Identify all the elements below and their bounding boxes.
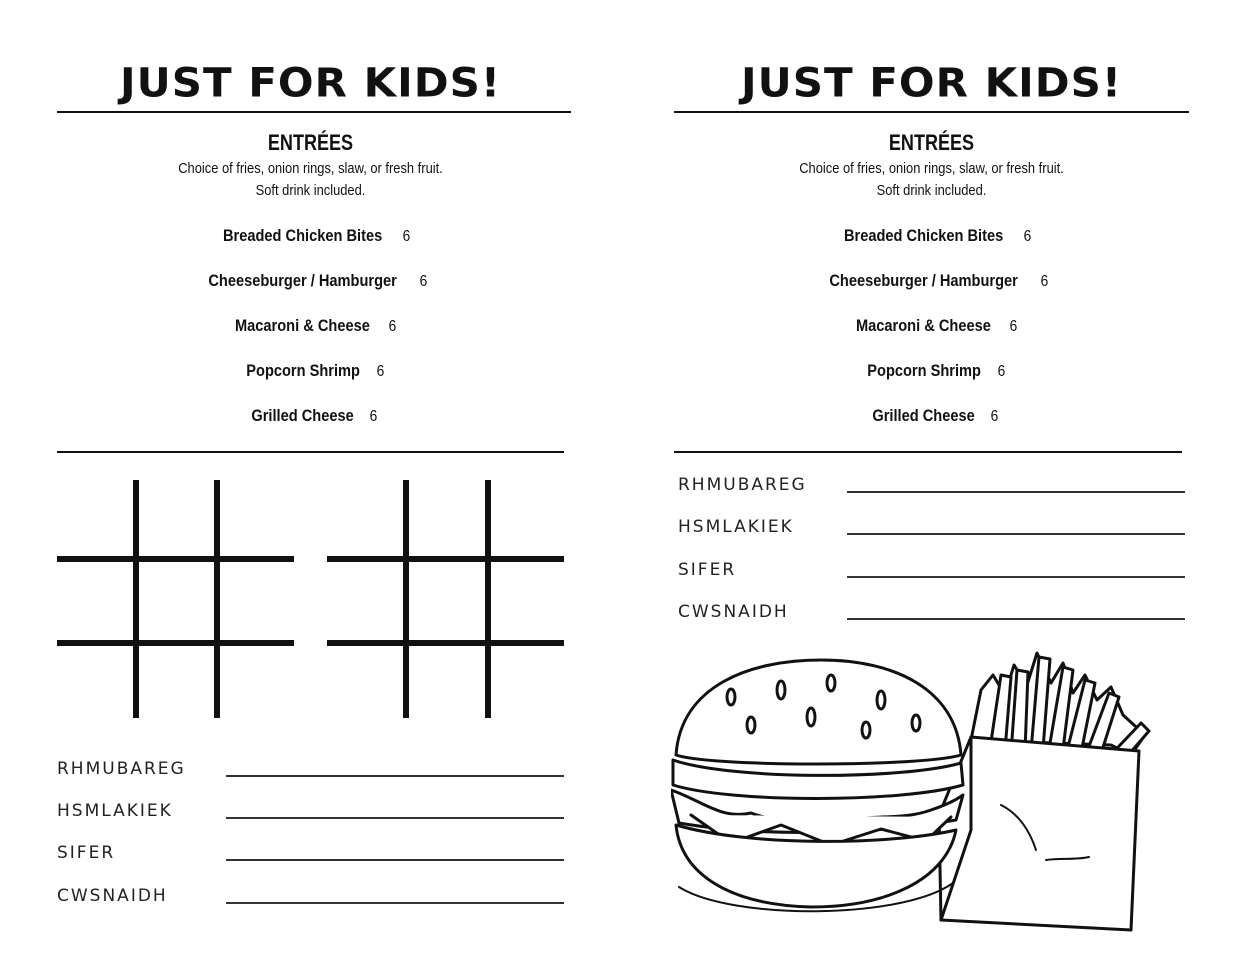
menu-item-name: Cheeseburger / Hamburger bbox=[829, 271, 1018, 290]
ttt-vertical-line bbox=[403, 480, 409, 718]
burger-and-fries-illustration bbox=[671, 645, 1201, 950]
menu-item bbox=[621, 226, 1242, 246]
section-heading: ENTRÉES bbox=[888, 130, 975, 155]
ttt-vertical-line bbox=[214, 480, 220, 718]
menu-item-price: 6 bbox=[402, 228, 411, 245]
title-divider bbox=[57, 111, 571, 113]
word-scramble-clue: RHMUBAREG bbox=[678, 475, 807, 495]
ttt-horizontal-line bbox=[57, 556, 294, 562]
word-scramble-clue: SIFER bbox=[57, 843, 116, 863]
ttt-horizontal-line bbox=[327, 640, 564, 646]
menu-item-price: 6 bbox=[1040, 273, 1049, 290]
menu-item bbox=[0, 316, 621, 336]
answer-blank[interactable] bbox=[226, 817, 564, 819]
menu-item bbox=[621, 271, 1242, 291]
section-description-line-1: Choice of fries, onion rings, slaw, or fresh fruit. bbox=[799, 160, 1064, 177]
menu-item-name: Macaroni & Cheese bbox=[235, 316, 371, 335]
menu-item-price: 6 bbox=[419, 273, 428, 290]
menu-item-price: 6 bbox=[997, 363, 1005, 380]
menu-item-price: 6 bbox=[388, 318, 397, 335]
section-description-line-2: Soft drink included. bbox=[876, 182, 987, 199]
menu-item-price: 6 bbox=[376, 363, 384, 380]
answer-blank[interactable] bbox=[226, 902, 564, 904]
menu-item-name: Breaded Chicken Bites bbox=[844, 226, 1004, 245]
menu-item-price: 6 bbox=[990, 408, 999, 425]
menu-item-name: Cheeseburger / Hamburger bbox=[208, 271, 397, 290]
title-divider bbox=[674, 111, 1189, 113]
menu-item bbox=[0, 406, 621, 426]
menu-title: JUST FOR KIDS! bbox=[119, 59, 502, 106]
fries-icon bbox=[939, 653, 1149, 930]
word-scramble-clue: CWSNAIDH bbox=[678, 602, 789, 622]
ttt-vertical-line bbox=[485, 480, 491, 718]
word-scramble-clue: HSMLAKIEK bbox=[57, 801, 173, 821]
menu-item bbox=[0, 226, 621, 246]
menu-item-price: 6 bbox=[369, 408, 378, 425]
section-description-line-1: Choice of fries, onion rings, slaw, or fresh fruit. bbox=[178, 160, 443, 177]
menu-item-price: 6 bbox=[1009, 318, 1018, 335]
menu-item-name: Breaded Chicken Bites bbox=[223, 226, 383, 245]
section-heading: ENTRÉES bbox=[267, 130, 354, 155]
ttt-horizontal-line bbox=[327, 556, 564, 562]
word-scramble-clue: SIFER bbox=[678, 560, 737, 580]
menu-item bbox=[0, 271, 621, 291]
burger-icon bbox=[671, 660, 963, 911]
menu-item bbox=[0, 361, 621, 381]
menu-divider bbox=[674, 451, 1182, 453]
word-scramble-clue: HSMLAKIEK bbox=[678, 517, 794, 537]
ttt-horizontal-line bbox=[57, 640, 294, 646]
word-scramble-clue: RHMUBAREG bbox=[57, 759, 186, 779]
menu-title: JUST FOR KIDS! bbox=[740, 59, 1123, 106]
menu-item-price: 6 bbox=[1023, 228, 1032, 245]
answer-blank[interactable] bbox=[226, 859, 564, 861]
ttt-vertical-line bbox=[133, 480, 139, 718]
menu-item-name: Grilled Cheese bbox=[251, 406, 354, 425]
section-description-line-2: Soft drink included. bbox=[255, 182, 366, 199]
menu-item-name: Macaroni & Cheese bbox=[856, 316, 992, 335]
answer-blank[interactable] bbox=[847, 491, 1185, 493]
answer-blank[interactable] bbox=[847, 618, 1185, 620]
answer-blank[interactable] bbox=[847, 533, 1185, 535]
word-scramble-clue: CWSNAIDH bbox=[57, 886, 168, 906]
menu-item bbox=[621, 316, 1242, 336]
menu-item-name: Grilled Cheese bbox=[872, 406, 975, 425]
menu-item bbox=[621, 361, 1242, 381]
menu-item bbox=[621, 406, 1242, 426]
menu-item-name: Popcorn Shrimp bbox=[245, 361, 360, 380]
answer-blank[interactable] bbox=[847, 576, 1185, 578]
right-menu-panel bbox=[621, 0, 1242, 960]
answer-blank[interactable] bbox=[226, 775, 564, 777]
menu-item-name: Popcorn Shrimp bbox=[866, 361, 981, 380]
menu-divider bbox=[57, 451, 564, 453]
